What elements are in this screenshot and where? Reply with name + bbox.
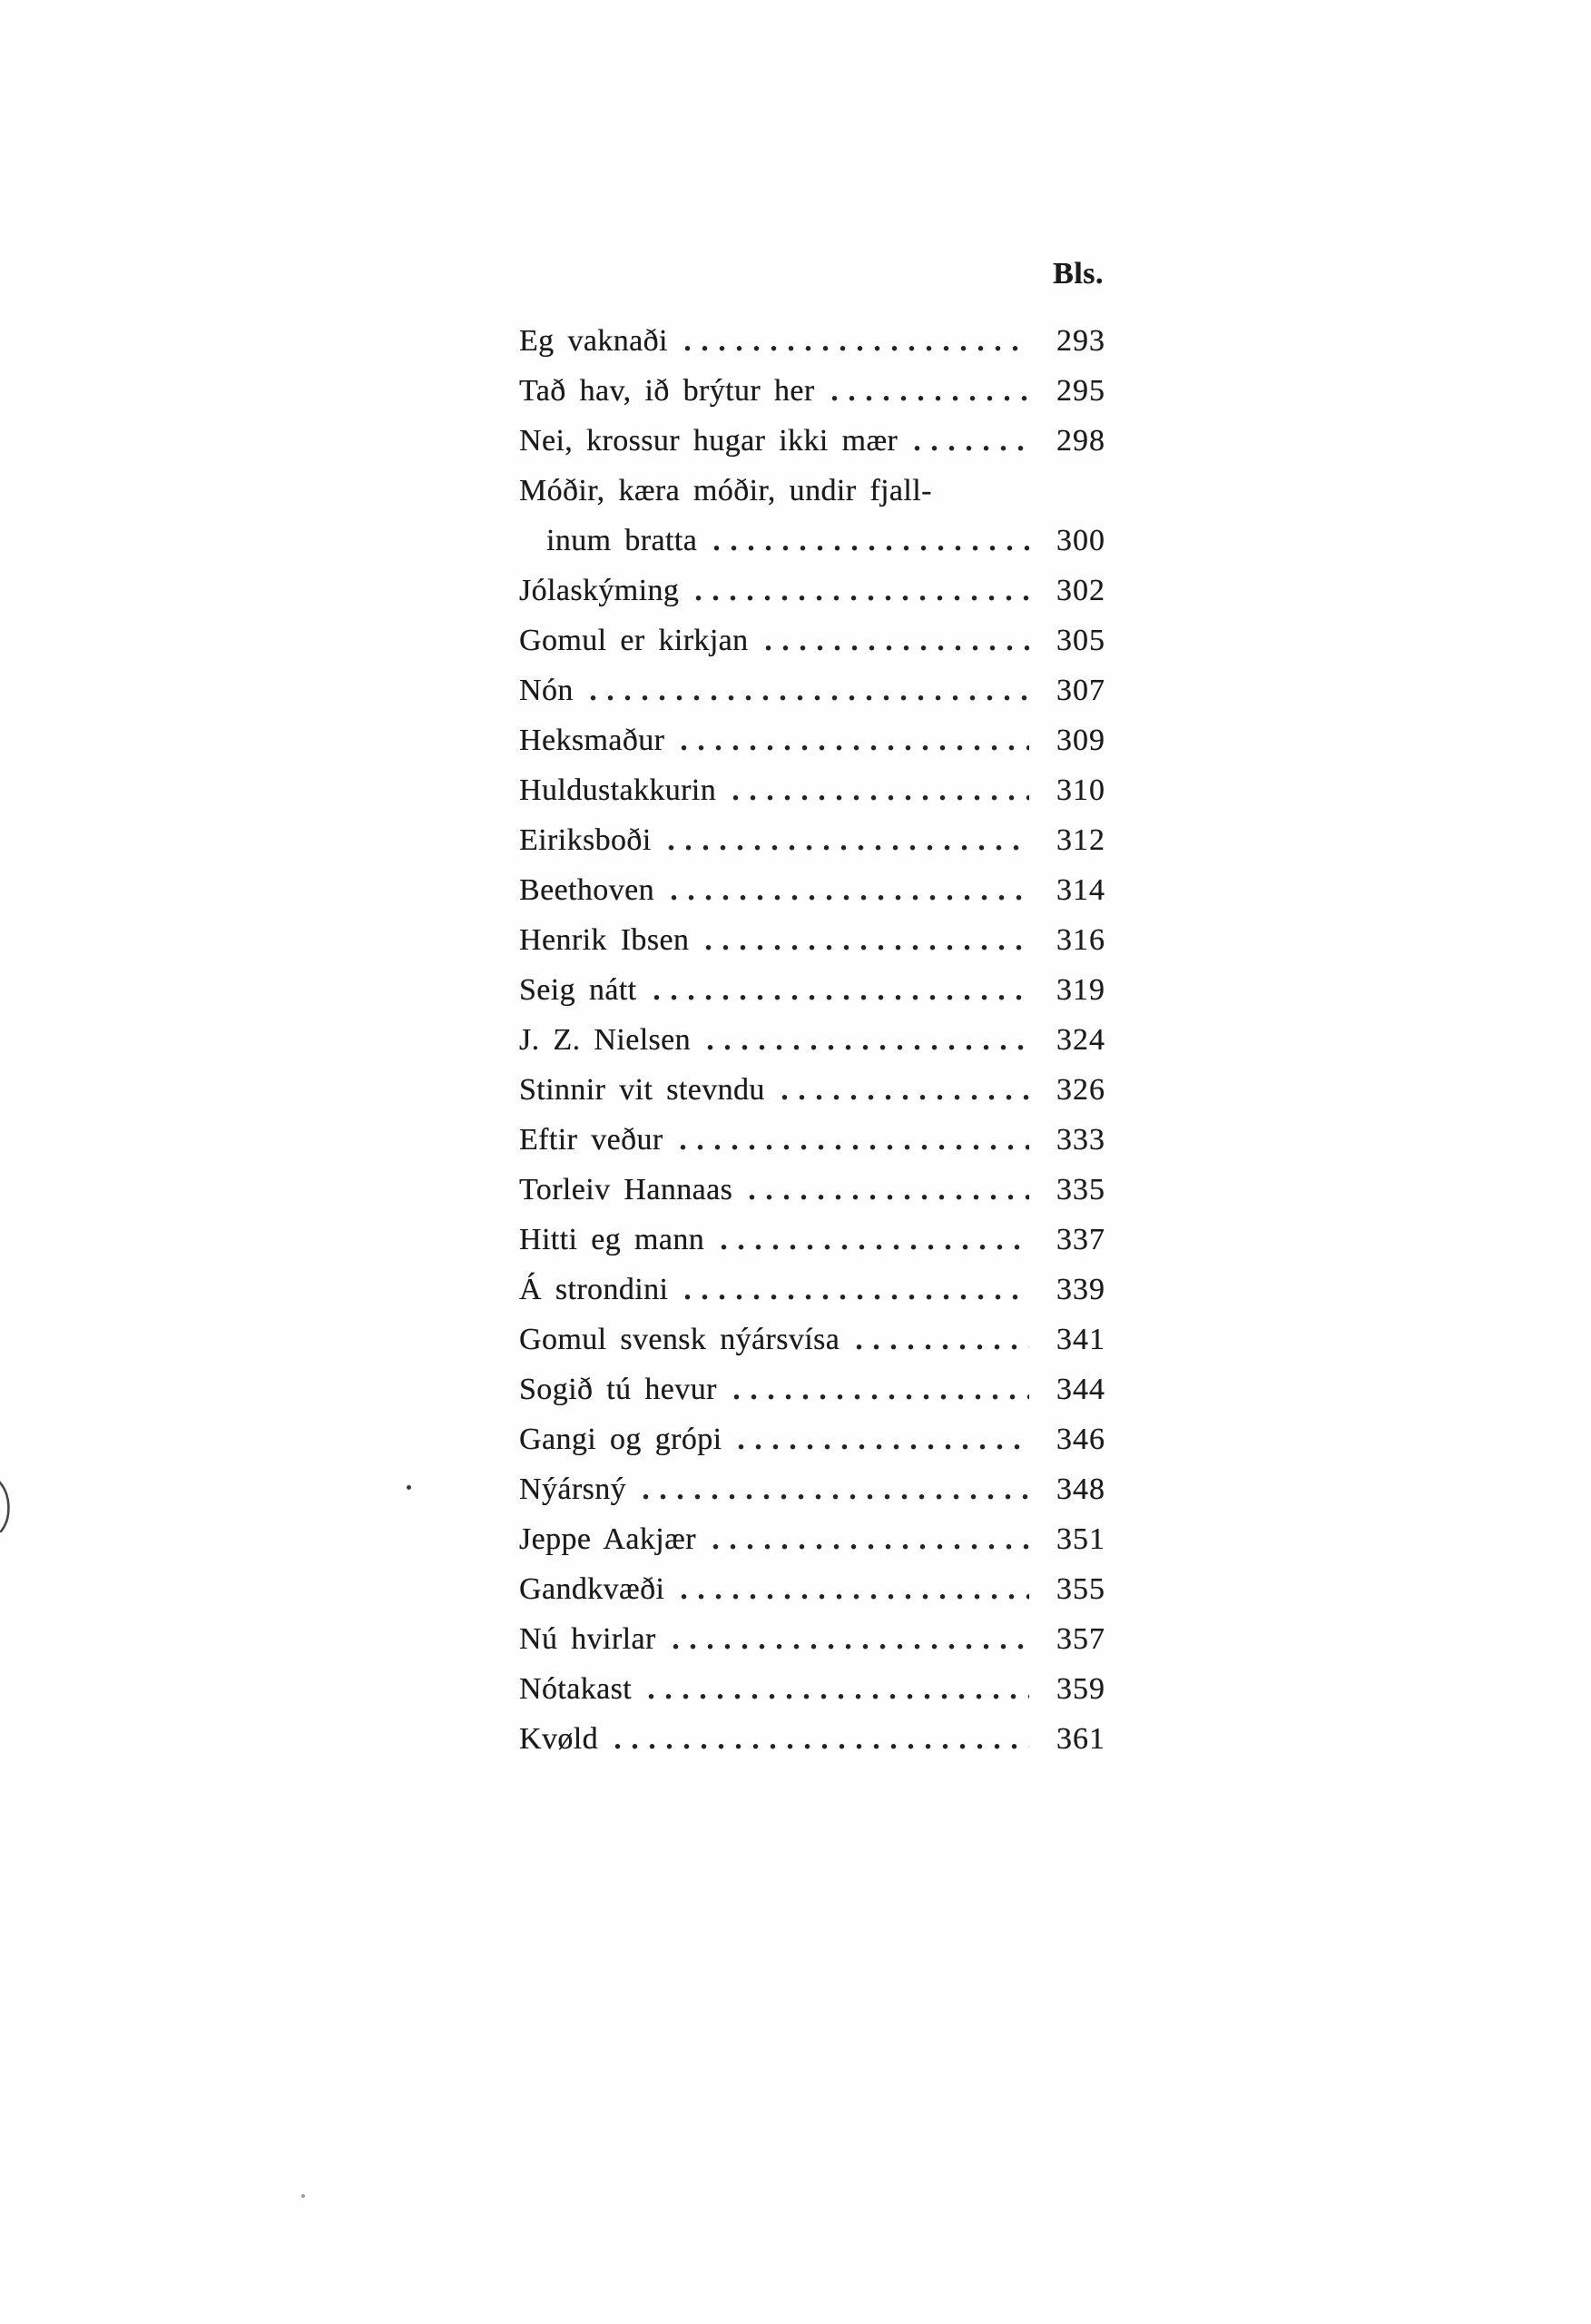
toc-entry-title: Eiriksboði	[519, 823, 652, 857]
dot-leader	[713, 1215, 1029, 1265]
dot-leader	[677, 316, 1029, 366]
toc-entry-title: Torleiv Hannaas	[519, 1173, 733, 1206]
dot-leader	[583, 665, 1029, 715]
toc-row	[519, 615, 1105, 665]
toc-entry-title: Heksmaður	[519, 724, 665, 757]
page-number: 361	[1056, 1722, 1105, 1756]
page-number: 337	[1056, 1223, 1105, 1256]
toc-entry-title: Hitti eg mann	[519, 1223, 705, 1256]
dot-leader	[726, 1364, 1029, 1414]
dot-leader	[677, 1265, 1029, 1315]
toc-entry-title: Eftir veður	[519, 1123, 663, 1157]
toc-entry-title: Nótakast	[519, 1672, 633, 1706]
dot-leader	[741, 1165, 1029, 1215]
dot-leader	[824, 366, 1029, 416]
page-number: 346	[1056, 1423, 1105, 1456]
scan-speck	[301, 2194, 305, 2198]
toc-entry-title: Gomul er kirkjan	[519, 624, 749, 657]
dot-leader	[700, 1015, 1029, 1065]
dot-leader	[907, 416, 1029, 466]
toc-row	[519, 466, 1105, 516]
toc-row	[519, 1015, 1105, 1065]
toc-entry-title: Beethoven	[519, 873, 654, 907]
toc-row	[519, 1265, 1105, 1315]
dot-leader	[725, 765, 1029, 815]
toc-entry-title: Nýársný	[519, 1472, 626, 1506]
toc-row	[519, 366, 1105, 416]
toc-entry-title: Henrik Ibsen	[519, 923, 690, 957]
page-number: 312	[1056, 823, 1105, 857]
dot-leader	[849, 1315, 1029, 1364]
page-number: 335	[1056, 1173, 1105, 1206]
toc-row	[519, 1115, 1105, 1165]
toc-row	[519, 566, 1105, 615]
page-number: 310	[1056, 773, 1105, 807]
dot-leader	[673, 1115, 1029, 1165]
toc-rows	[519, 316, 1105, 1764]
toc-row	[519, 516, 1105, 566]
page-number: 359	[1056, 1672, 1105, 1706]
page-number: 298	[1056, 424, 1105, 458]
dot-leader	[673, 715, 1029, 765]
toc-row	[519, 1364, 1105, 1414]
toc-entry-title: J. Z. Nielsen	[519, 1023, 692, 1057]
toc-row	[519, 1564, 1105, 1614]
toc-entry-title: Gandkvæði	[519, 1572, 665, 1606]
page-number: 341	[1056, 1323, 1105, 1356]
toc-row	[519, 1215, 1105, 1265]
toc-entry-title: Seig nátt	[519, 973, 637, 1007]
dot-leader	[665, 1614, 1029, 1664]
toc-row	[519, 1714, 1105, 1764]
dot-leader	[731, 1414, 1029, 1464]
page-number: 293	[1056, 324, 1105, 358]
toc-row	[519, 665, 1105, 715]
page-number: 305	[1056, 624, 1105, 657]
dot-leader	[706, 516, 1029, 566]
dot-leader	[635, 1464, 1029, 1514]
page-number: 357	[1056, 1622, 1105, 1656]
page-number: 316	[1056, 923, 1105, 957]
page-number: 307	[1056, 674, 1105, 707]
dot-leader	[673, 1564, 1029, 1614]
page-number: 326	[1056, 1073, 1105, 1107]
toc-entry-title: Gangi og grópi	[519, 1423, 722, 1456]
toc-row	[519, 1315, 1105, 1364]
toc-row	[519, 715, 1105, 765]
toc-row	[519, 1614, 1105, 1664]
toc-row	[519, 316, 1105, 366]
dot-leader	[698, 915, 1029, 965]
toc-row	[519, 1464, 1105, 1514]
page-number: 314	[1056, 873, 1105, 907]
page-number: 324	[1056, 1023, 1105, 1057]
toc-row	[519, 1065, 1105, 1115]
page-number: 300	[1056, 524, 1105, 557]
dot-leader	[641, 1664, 1029, 1714]
dot-leader	[774, 1065, 1029, 1115]
toc-row	[519, 915, 1105, 965]
dot-leader	[661, 815, 1029, 865]
toc-row	[519, 1414, 1105, 1464]
dot-leader	[663, 865, 1029, 915]
toc-entry-title: Jólaskýming	[519, 574, 680, 607]
page-column-header: Bls.	[1053, 257, 1104, 290]
toc-row	[519, 1514, 1105, 1564]
toc-row	[519, 965, 1105, 1015]
toc-entry-title: Sogið tú hevur	[519, 1373, 717, 1406]
toc-entry-title: Nón	[519, 674, 574, 707]
toc-entry-title: Eg vaknaði	[519, 324, 668, 358]
toc-row	[519, 1664, 1105, 1714]
page-number: 348	[1056, 1472, 1105, 1506]
table-of-contents	[519, 254, 1105, 1764]
toc-row	[519, 815, 1105, 865]
toc-entry-title: Gomul svensk nýársvísa	[519, 1323, 840, 1356]
toc-entry-title: Jeppe Aakjær	[519, 1522, 696, 1556]
dot-leader	[705, 1514, 1029, 1564]
dot-leader	[688, 566, 1029, 615]
toc-row	[519, 416, 1105, 466]
page-number: 295	[1056, 374, 1105, 408]
dot-leader	[758, 615, 1029, 665]
toc-row	[519, 865, 1105, 915]
toc-entry-title: Nú hvirlar	[519, 1622, 656, 1656]
toc-entry-title: Móðir, kæra móðir, undir fjall-	[519, 474, 932, 507]
page-number: 339	[1056, 1273, 1105, 1306]
toc-entry-title: Á strondini	[519, 1273, 669, 1306]
dot-leader	[646, 965, 1029, 1015]
page-number: 302	[1056, 574, 1105, 607]
toc-entry-title: Tað hav, ið brýtur her	[519, 374, 815, 408]
toc-entry-title: Nei, krossur hugar ikki mær	[519, 424, 899, 458]
toc-entry-title: inum bratta	[546, 524, 698, 557]
page-number: 351	[1056, 1522, 1105, 1556]
toc-row	[519, 1165, 1105, 1215]
page-number: 309	[1056, 724, 1105, 757]
page-number: 319	[1056, 973, 1105, 1007]
toc-entry-title: Huldustakkurin	[519, 773, 717, 807]
toc-entry-title: Kvøld	[519, 1722, 598, 1756]
page-number: 355	[1056, 1572, 1105, 1606]
toc-entry-title: Stinnir vit stevndu	[519, 1073, 765, 1107]
scan-mark-curve	[0, 1478, 16, 1534]
scan-speck	[407, 1485, 411, 1490]
page-number: 344	[1056, 1373, 1105, 1406]
toc-row	[519, 765, 1105, 815]
page-number: 333	[1056, 1123, 1105, 1157]
dot-leader	[607, 1714, 1029, 1764]
